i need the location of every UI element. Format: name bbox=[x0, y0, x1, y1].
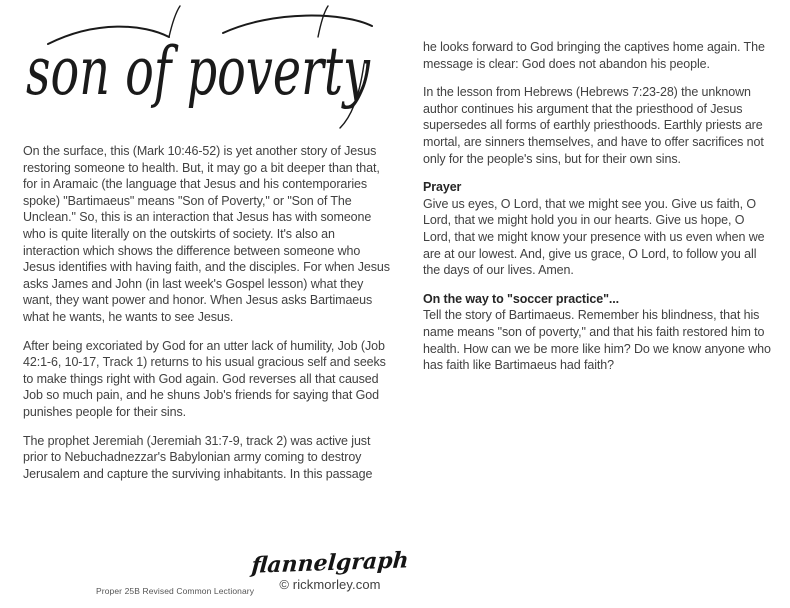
lectionary-label: Proper 25B Revised Common Lectionary bbox=[96, 586, 255, 596]
left-column bbox=[23, 143, 393, 494]
paragraph-mark: On the surface, this (Mark 10:46-52) is yet another story of Jesus restoring someone to health. But, it may go a bit deeper than that, for in Aramaic (the language that Jesus and his contemporaries spoke) "Bartimaeus" means "Son of Poverty," or "Son of The Unclean." So, this is an interaction that Jesus has with someone who is quite literally on the outskirts of society. It's also an interaction which shows the difference between someone who Jesus identifies with having faith, and the disciples. For when Jesus asks James and John (in last week's Gospel lesson) what they want, they want power and honor. When Jesus asks Bartimaeus what he wants, he wants to see Jesus. bbox=[23, 144, 390, 324]
page-title: son of poverty bbox=[26, 33, 371, 110]
paragraph-captives: he looks forward to God bringing the captives home again. The message is clear: God does not abandon his people. bbox=[423, 40, 765, 71]
section-heading-soccer-practice: On the way to "soccer practice"... bbox=[423, 291, 620, 306]
copyright-text: © rickmorley.com bbox=[279, 577, 381, 592]
title-flourish-right bbox=[223, 16, 372, 33]
title-calligraphy bbox=[18, 2, 386, 138]
paragraph-jeremiah: The prophet Jeremiah (Jeremiah 31:7-9, track 2) was active just prior to Nebuchadnezzar's Babylonian army coming to destroy Jerusalem and capture the surviving inhabitants. In this passage bbox=[23, 433, 373, 481]
brand-block bbox=[250, 547, 410, 594]
paragraph-hebrews: In the lesson from Hebrews (Hebrews 7:23-28) the unknown author continues his argument that the priesthood of Jesus supersedes all forms of earthly priesthoods. Earthly priests are mortal, are sinners themselves, and have to offer sacrifices not only for the people's sins, but for their own sins. bbox=[423, 85, 764, 166]
brand-logo: flannelgraph bbox=[250, 547, 410, 579]
section-body-soccer-practice: Tell the story of Bartimaeus. Remember his blindness, that his name means "son of poverty," and that his faith restored him to health. How can we be more like him? Do we know anyone who has faith like Bartimaeus had faith? bbox=[423, 308, 771, 373]
right-column bbox=[423, 39, 775, 386]
section-body-prayer: Give us eyes, O Lord, that we might see you. Give us faith, O Lord, that we might hold you in our hearts. Give us hope, O Lord, that we might know your presence with us even when we are at our lowest. And, give us grace, O Lord, to follow you all the days of our lives. Amen. bbox=[423, 196, 765, 278]
section-heading-prayer: Prayer bbox=[423, 180, 462, 195]
title-block bbox=[18, 2, 386, 138]
paragraph-job: After being excoriated by God for an utter lack of humility, Job (Job 42:1-6, 10-17, Track 1) returns to his usual gracious self and seeks to make things right with God again. God reverses all that caused Job so much pain, and he shuns Job's friends for saying that God punishes people for their sins. bbox=[23, 338, 386, 419]
